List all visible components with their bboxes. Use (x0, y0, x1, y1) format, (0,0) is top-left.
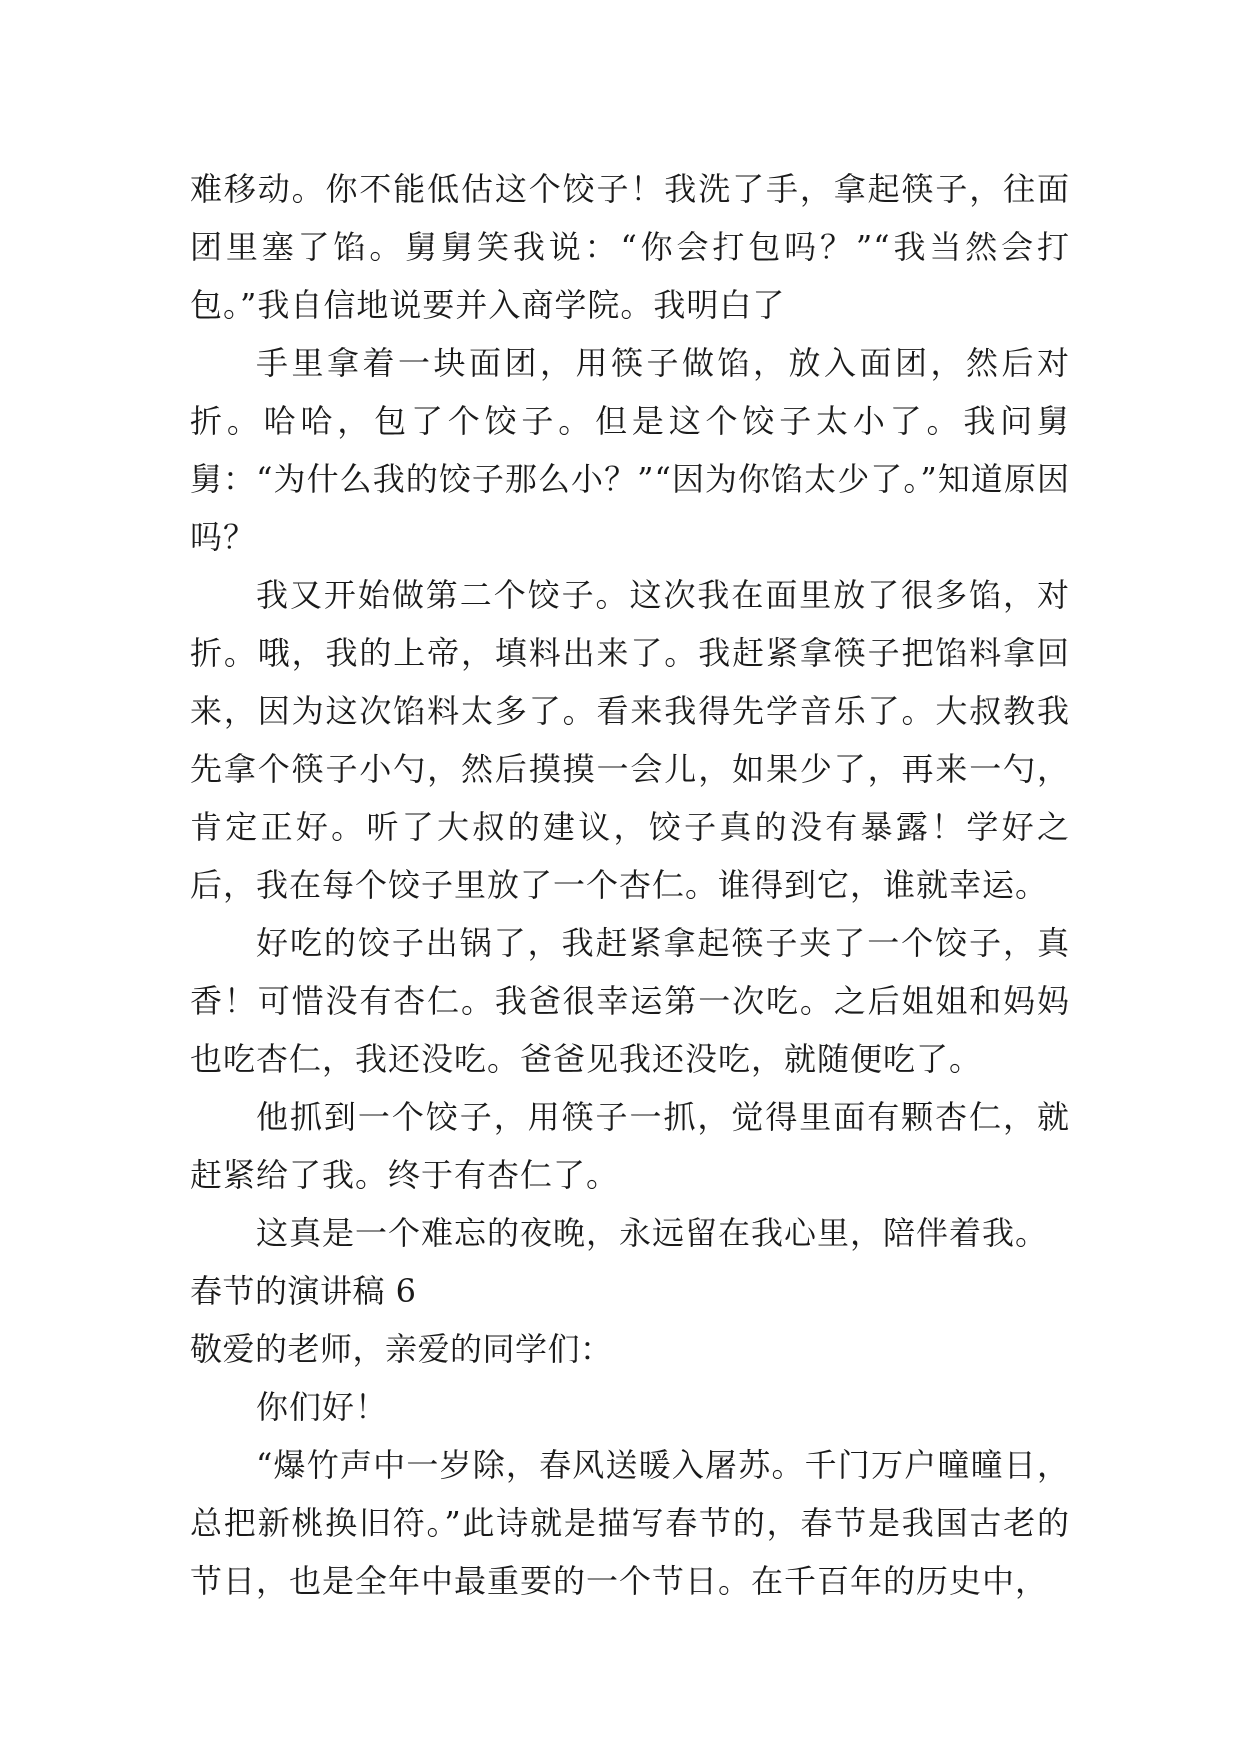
greeting: 你们好！ (256, 1388, 389, 1426)
paragraph: 他抓到一个饺子，用筷子一抓，觉得里面有颗杏仁，就赶紧给了我。终于有杏仁了。 (190, 1098, 1070, 1194)
salutation: 敬爱的老师，亲爱的同学们： (190, 1330, 613, 1368)
paragraph: 我又开始做第二个饺子。这次我在面里放了很多馅，对折。哦，我的上帝，填料出来了。我赶紧拿筷子把馅料拿回来，因为这次馅料太多了。看来我得先学音乐了。大叔教我先拿个筷子小勺，然后摸摸一会儿，如果少了，再来一勺，肯定正好。听了大叔的建议，饺子真的没有暴露！学好之后，我在每个饺子里放了一个杏仁。谁得到它，谁就幸运。 (190, 576, 1070, 904)
document-body (190, 160, 1070, 1610)
paragraph: 好吃的饺子出锅了，我赶紧拿起筷子夹了一个饺子，真香！可惜没有杏仁。我爸很幸运第一次吃。之后姐姐和妈妈也吃杏仁，我还没吃。爸爸见我还没吃，就随便吃了。 (190, 924, 1070, 1078)
paragraph: 手里拿着一块面团，用筷子做馅，放入面团，然后对折。哈哈，包了个饺子。但是这个饺子太小了。我问舅舅：“为什么我的饺子那么小？”“因为你馅太少了。”知道原因吗？ (190, 344, 1070, 556)
section-title: 春节的演讲稿 6 (190, 1272, 417, 1310)
paragraph: 难移动。你不能低估这个饺子！我洗了手，拿起筷子，往面团里塞了馅。舅舅笑我说：“你会打包吗？”“我当然会打包。”我自信地说要并入商学院。我明白了 (190, 170, 1070, 324)
speech-paragraph: “爆竹声中一岁除，春风送暖入屠苏。千门万户曈曈日，总把新桃换旧符。”此诗就是描写春节的，春节是我国古老的节日，也是全年中最重要的一个节日。在千百年的历史中， (190, 1446, 1070, 1600)
paragraph: 这真是一个难忘的夜晚，永远留在我心里，陪伴着我。 (256, 1214, 1049, 1252)
